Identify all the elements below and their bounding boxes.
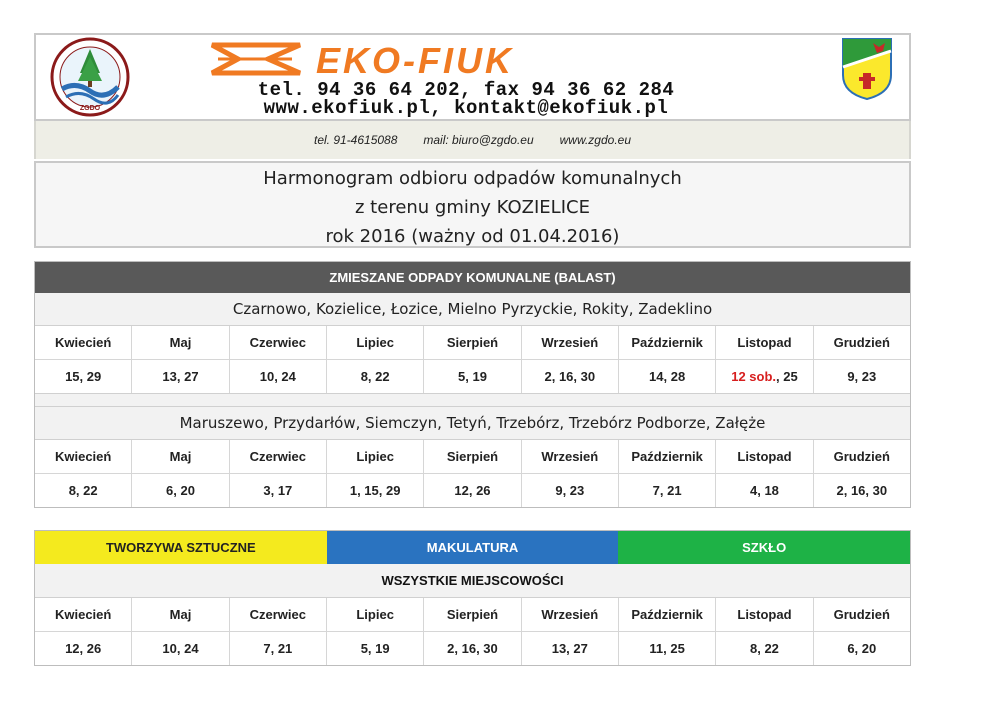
month-header: Sierpień (423, 440, 520, 473)
month-header: Lipiec (326, 598, 423, 631)
group1-dates-row (35, 359, 910, 393)
date-cell: 12, 26 (423, 474, 520, 507)
group1-locations: Czarnowo, Kozielice, Łozice, Mielno Pyrzyckie, Rokity, Zadeklino (35, 293, 910, 326)
zgdo-logo (48, 37, 132, 117)
month-header: Listopad (715, 326, 812, 359)
month-header: Grudzień (813, 598, 910, 631)
segregated-months-row (35, 598, 910, 631)
group2-dates-row (35, 473, 910, 507)
title-line-2: z terenu gminy KOZIELICE (355, 197, 590, 218)
segregated-waste-table (34, 530, 911, 666)
month-header: Kwiecień (54, 449, 112, 464)
plastic-label: TWORZYWA SZTUCZNE (35, 531, 327, 564)
date-cell: 2, 16, 30 (813, 474, 910, 507)
month-header: Październik (618, 598, 715, 631)
date-cell: 10, 24 (131, 632, 228, 665)
date-cell: 11, 25 (618, 632, 715, 665)
month-header: Listopad (715, 598, 812, 631)
month-header: Czerwiec (229, 326, 326, 359)
title-line-1: Harmonogram odbioru odpadów komunalnych (263, 168, 682, 189)
month-header: Czerwiec (229, 440, 326, 473)
mixed-waste-heading: ZMIESZANE ODPADY KOMUNALNE (BALAST) (35, 262, 910, 293)
date-cell: 13, 27 (521, 632, 618, 665)
date-cell-listopad (715, 360, 812, 393)
date-cell: 2, 16, 30 (423, 632, 520, 665)
date-cell: 2, 16, 30 (521, 360, 618, 393)
title-box (34, 161, 911, 248)
date-cell: 8, 22 (68, 483, 98, 498)
date-cell: 13, 27 (131, 360, 228, 393)
date-cell: 7, 21 (229, 632, 326, 665)
mixed-waste-table (34, 261, 911, 508)
date-cell: 1, 15, 29 (326, 474, 423, 507)
segregated-dates-row (35, 631, 910, 665)
month-header: Lipiec (326, 326, 423, 359)
header (34, 33, 911, 121)
date-cell: 4, 18 (715, 474, 812, 507)
month-header: Wrzesień (521, 598, 618, 631)
date-cell: 6, 20 (813, 632, 910, 665)
date-cell: 9, 23 (521, 474, 618, 507)
month-header: Czerwiec (229, 598, 326, 631)
month-header: Sierpień (423, 326, 520, 359)
group2-months-row (35, 440, 910, 473)
group-separator (35, 393, 910, 407)
date-cell: 14, 28 (618, 360, 715, 393)
saturday-date: 12 sob. (731, 369, 777, 384)
month-header: Sierpień (423, 598, 520, 631)
month-header: Grudzień (813, 326, 910, 359)
month-header: Listopad (715, 440, 812, 473)
date-cell: 15, 29 (65, 369, 102, 384)
zgdo-mail[interactable]: mail: biuro@zgdo.eu (423, 133, 534, 147)
date-cell: 12, 26 (65, 641, 102, 656)
month-header: Maj (131, 440, 228, 473)
month-header: Kwiecień (54, 335, 112, 350)
date-cell: 5, 19 (326, 632, 423, 665)
waste-type-bar (35, 531, 910, 564)
title-line-3: rok 2016 (ważny od 01.04.2016) (325, 226, 620, 247)
date-rest: , 25 (776, 369, 798, 384)
date-cell: 9, 23 (813, 360, 910, 393)
paper-label: MAKULATURA (327, 531, 619, 564)
month-header: Grudzień (813, 440, 910, 473)
month-header: Maj (131, 326, 228, 359)
month-header: Październik (618, 326, 715, 359)
month-header: Kwiecień (54, 607, 112, 622)
all-places-label: WSZYSTKIE MIEJSCOWOŚCI (35, 564, 910, 598)
group2-locations: Maruszewo, Przydarłów, Siemczyn, Tetyń, Trzebórz, Trzebórz Podborze, Załęże (35, 407, 910, 440)
date-cell: 8, 22 (715, 632, 812, 665)
zgdo-phone: tel. 91-4615088 (313, 133, 398, 147)
month-header: Październik (618, 440, 715, 473)
date-cell: 5, 19 (423, 360, 520, 393)
date-cell: 3, 17 (229, 474, 326, 507)
brand-name: EKO-FIUK (316, 40, 514, 81)
kozielice-coat-of-arms (841, 37, 893, 101)
month-header: Wrzesień (521, 440, 618, 473)
svg-text:ZGDO: ZGDO (79, 105, 101, 112)
date-cell: 7, 21 (618, 474, 715, 507)
date-cell: 8, 22 (326, 360, 423, 393)
zgdo-website[interactable]: www.zgdo.eu (559, 133, 632, 147)
month-header: Lipiec (326, 440, 423, 473)
contact-web: www.ekofiuk.pl, kontakt@ekofiuk.pl (263, 97, 669, 119)
contact-phone: tel. 94 36 64 202, fax 94 36 62 284 (257, 79, 675, 101)
contact-bar (34, 121, 911, 159)
eko-fiuk-logo (208, 39, 712, 81)
group1-months-row (35, 326, 910, 359)
date-cell: 6, 20 (131, 474, 228, 507)
date-cell: 10, 24 (229, 360, 326, 393)
month-header: Wrzesień (521, 326, 618, 359)
glass-label: SZKŁO (618, 531, 910, 564)
month-header: Maj (131, 598, 228, 631)
